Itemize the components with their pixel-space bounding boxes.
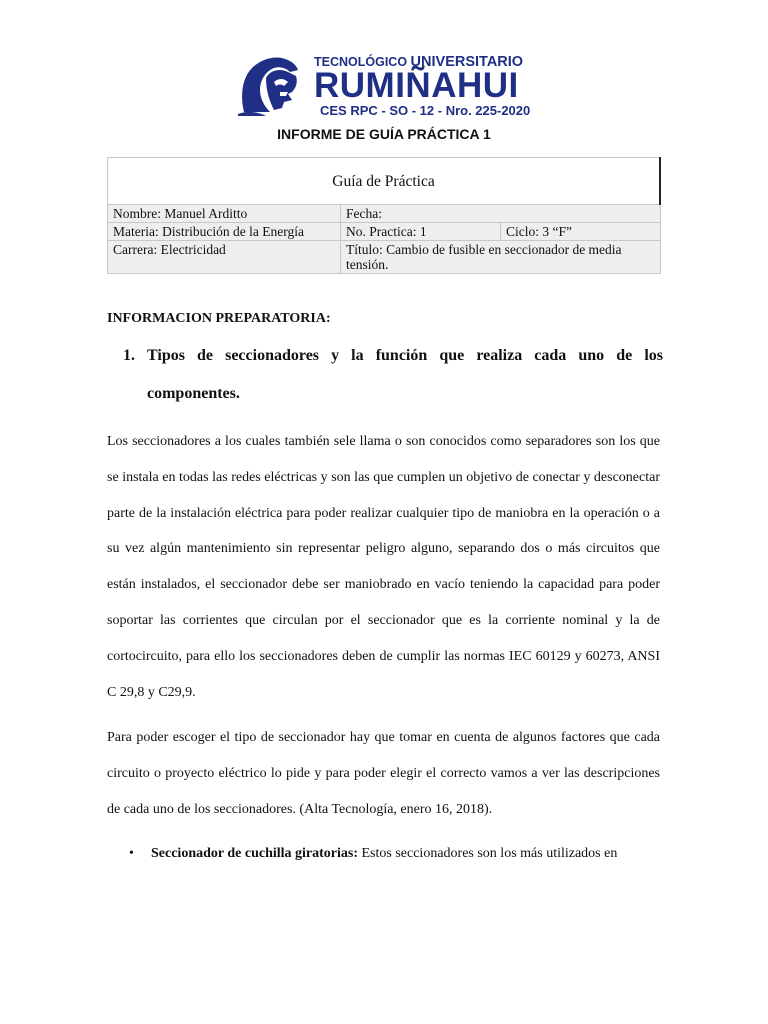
titulo-cell: Título: Cambio de fusible en seccionador de media tensión. bbox=[341, 241, 661, 274]
paragraph-1: Los seccionadores a los cuales también sele llama o son conocidos como separadores son los que se instala en todas las redes eléctricas y son las que cumplen un objetivo de conectar y desconectar parte de la instalación eléctrica para poder realizar cualquier tipo de maniobra en la operación o a su vez algún mantenimiento sin representar peligro alguno, separando dos o más circuitos que están instalados, el seccionador debe ser maniobrado en vacío teniendo la capacidad para poder soportar las corrientes que circulan por el seccionador que es la corriente nominal y la de cortocircuito, para ello los seccionadores deben de cumplir las normas IEC 60129 y 60273, ANSI C 29,8 y C29,9. bbox=[107, 434, 660, 700]
section-title: INFORMACION PREPARATORIA: bbox=[107, 311, 331, 326]
list-item bbox=[129, 846, 669, 862]
bullet-content bbox=[151, 846, 617, 861]
nombre-cell: Nombre: Manuel Arditto bbox=[108, 205, 341, 223]
bullet-icon: • bbox=[129, 846, 134, 861]
carrera-cell: Carrera: Electricidad bbox=[108, 241, 341, 274]
ciclo-cell: Ciclo: 3 “F” bbox=[501, 223, 661, 241]
question-heading bbox=[123, 337, 663, 413]
question-number: 1. bbox=[123, 347, 135, 364]
bullet-text: Estos seccionadores son los más utilizados en bbox=[358, 846, 618, 861]
logo-wordmark bbox=[314, 50, 536, 119]
materia-cell: Materia: Distribución de la Energía bbox=[108, 223, 341, 241]
question-text: Tipos de seccionadores y la función que realiza cada uno de los componentes. bbox=[147, 347, 663, 402]
practica-cell: No. Practica: 1 bbox=[341, 223, 501, 241]
practice-info-table bbox=[107, 157, 661, 274]
logo-registration: CES RPC - SO - 12 - Nro. 225-2020 bbox=[320, 103, 531, 118]
logo-line1-prefix: TECNOLÓGICO bbox=[314, 55, 408, 69]
table-heading: Guía de Práctica bbox=[108, 158, 661, 205]
logo-line1-suffix: UNIVERSITARIO bbox=[410, 54, 524, 70]
bullet-term: Seccionador de cuchilla giratorias: bbox=[151, 846, 358, 861]
paragraph-2: Para poder escoger el tipo de seccionador hay que tomar en cuenta de algunos factores que cada circuito o proyecto eléctrico lo pide y para poder elegir el correcto vamos a ver las descripciones de cada uno de los seccionadores. (Alta Tecnología, enero 16, 2018). bbox=[107, 730, 660, 817]
institution-logo bbox=[236, 50, 536, 120]
fecha-cell: Fecha: bbox=[341, 205, 661, 223]
logo-emblem-icon bbox=[236, 52, 310, 118]
logo-name: RUMIÑAHUI bbox=[314, 66, 519, 105]
document-title: INFORME DE GUÍA PRÁCTICA 1 bbox=[277, 126, 491, 142]
